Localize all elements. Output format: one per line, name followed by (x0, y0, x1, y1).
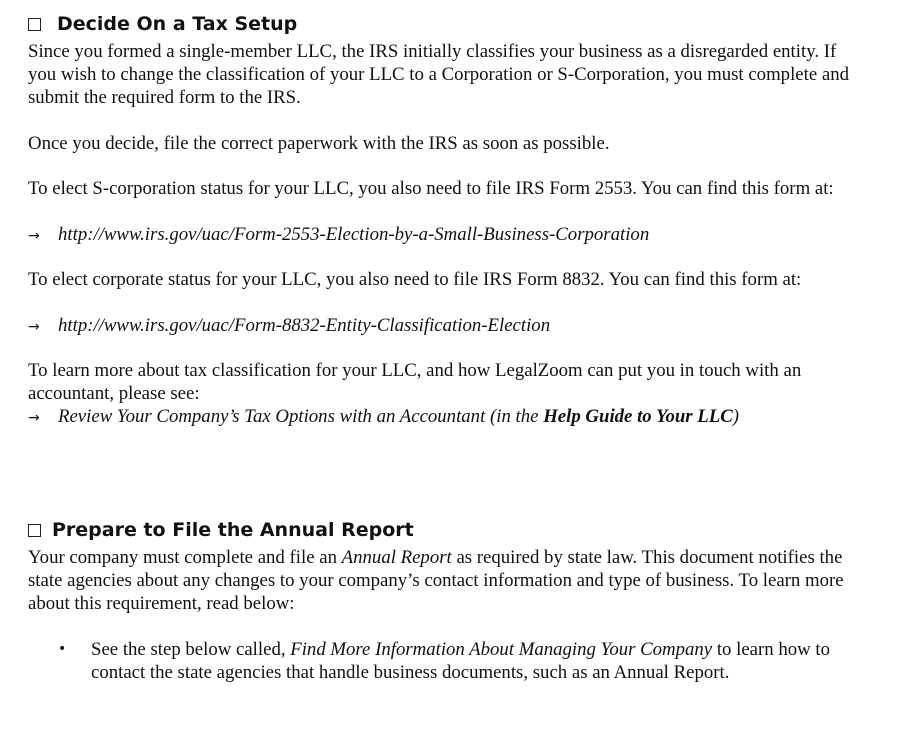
learn-more-paragraph: To learn more about tax classification for your LLC, and how LegalZoom can put you in touch with an accountant, please see: (28, 360, 802, 404)
tax-setup-heading (28, 13, 297, 35)
tax-options-link-suffix: ) (732, 406, 740, 427)
s-corp-paragraph: To elect S-corporation status for your LLC, you also need to file IRS Form 2553. You can find this form at: (28, 178, 834, 199)
s-corp-link-line (28, 223, 649, 248)
arrow-right-icon: → (28, 228, 40, 244)
tax-setup-title: Decide On a Tax Setup (57, 13, 298, 35)
annual-report-intro-after: as required by state law. This document notifies the state agencies about any changes to your company’s contact information and type of business. To learn more about this requirement, read below: (28, 547, 844, 614)
bullet-text-before: See the step below called, (91, 639, 291, 660)
tax-options-link-line[interactable] (28, 405, 739, 430)
tax-options-link-prefix[interactable]: Review Your Company’s Tax Options with an Accountant (in the (58, 406, 544, 427)
annual-report-intro (28, 546, 858, 615)
annual-report-title: Prepare to File the Annual Report (52, 519, 414, 541)
form-2553-link[interactable]: http://www.irs.gov/uac/Form-2553-Election-by-a-Small-Business-Corporation (58, 224, 650, 245)
tax-setup-decide: Once you decide, file the correct paperwork with the IRS as soon as possible. (28, 133, 610, 154)
arrow-right-icon: → (28, 319, 40, 335)
corp-link-line (28, 314, 550, 339)
annual-report-term: Annual Report (341, 547, 452, 568)
tax-setup-intro: Since you formed a single-member LLC, the IRS initially classifies your business as a disregarded entity. If you wish to change the classification of your LLC to a Corporation or S-Corporation, you must complete and submit the required form to the IRS. (28, 41, 849, 108)
tax-setup-checkbox[interactable] (28, 18, 41, 31)
bullet-text-after: to learn how to contact the state agencies that handle business documents, such as an Annual Report. (91, 639, 831, 683)
form-8832-link[interactable]: http://www.irs.gov/uac/Form-8832-Entity-Classification-Election (58, 315, 551, 336)
bullet-icon: • (58, 641, 67, 657)
bullet-text (91, 638, 851, 684)
arrow-right-icon: → (28, 410, 40, 426)
managing-company-step: Find More Information About Managing Your Company (290, 639, 713, 660)
annual-report-intro-before: Your company must complete and file an (28, 547, 342, 568)
annual-report-checkbox[interactable] (28, 524, 41, 537)
help-guide-link[interactable]: Help Guide to Your LLC (543, 406, 733, 427)
corp-paragraph: To elect corporate status for your LLC, you also need to file IRS Form 8832. You can find this form at: (28, 269, 802, 290)
annual-report-heading (28, 519, 414, 541)
